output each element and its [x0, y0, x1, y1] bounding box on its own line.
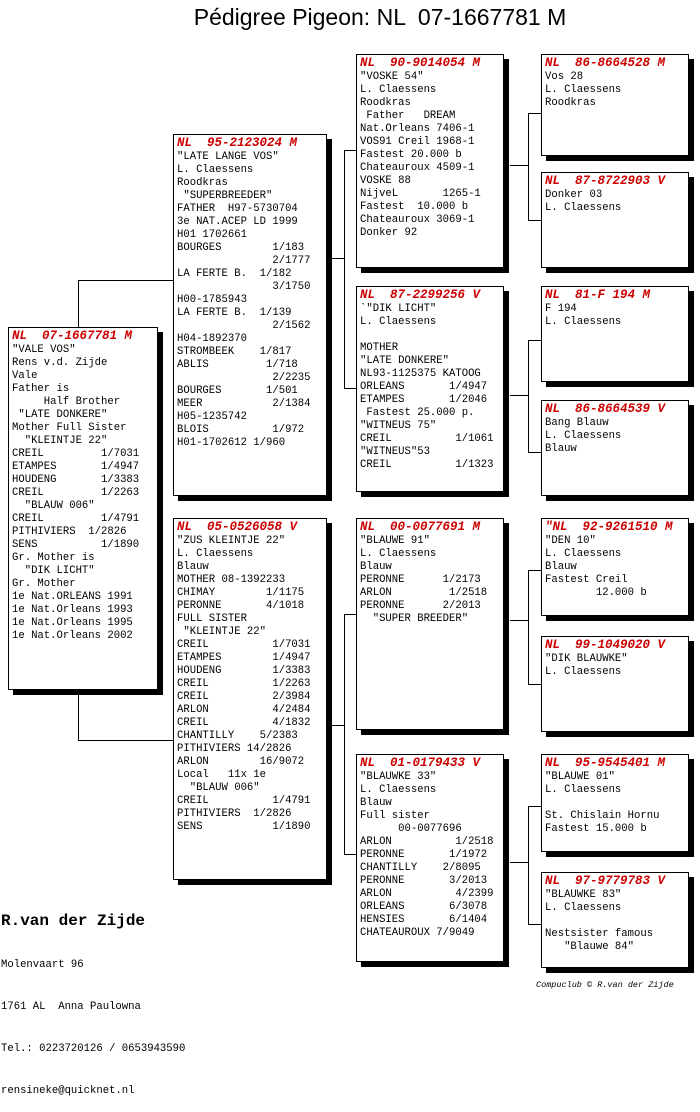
- ring-number: NL 07-1667781 M: [12, 329, 133, 343]
- detail-line: CHATEAUROUX 7/9049: [360, 927, 475, 939]
- detail-line: Bang Blauw: [545, 417, 609, 429]
- detail-line: "Blauwe 84": [545, 941, 635, 953]
- detail-line: F 194: [545, 303, 577, 315]
- breeder-address: Molenvaart 96: [1, 959, 84, 971]
- detail-line: LA FERTE B. 1/139: [177, 307, 292, 319]
- connector-line: [528, 340, 541, 341]
- detail-line: "KLEINTJE 22": [177, 626, 267, 638]
- detail-line: "LATE DONKERE": [360, 355, 450, 367]
- detail-line: "VALE VOS": [12, 344, 76, 356]
- detail-line: ORLEANS 1/4947: [360, 381, 488, 393]
- detail-line: Vos 28: [545, 71, 584, 83]
- breeder-phone: Tel.: 0223720126 / 0653943590: [1, 1043, 186, 1055]
- detail-line: 1e Nat.Orleans 2002: [12, 630, 133, 642]
- detail-line: Blauw: [177, 561, 209, 573]
- detail-line: "BLAUWE 01": [545, 771, 615, 783]
- detail-line: Local 11x 1e: [177, 769, 267, 781]
- ring-number: NL 99-1049020 V: [545, 638, 666, 652]
- detail-line: ETAMPES 1/2046: [360, 394, 488, 406]
- ring-number: NL 86-8664539 V: [545, 402, 666, 416]
- pigeon-card-subject[interactable]: [8, 327, 158, 690]
- pigeon-card-fff[interactable]: [541, 54, 689, 156]
- ring-number: NL 87-2299256 V: [360, 288, 481, 302]
- pigeon-details: [357, 771, 503, 940]
- detail-line: L. Claessens: [545, 84, 622, 96]
- detail-line: CREIL 1/1061: [360, 433, 494, 445]
- detail-line: L. Claessens: [360, 84, 437, 96]
- connector-line: [344, 388, 356, 389]
- connector-line: [510, 395, 528, 396]
- pigeon-details: [542, 303, 688, 329]
- detail-line: Chateauroux 3069-1: [360, 214, 475, 226]
- pigeon-details: [542, 771, 688, 836]
- detail-line: "ZUS KLEINTJE 22": [177, 535, 286, 547]
- detail-line: 3/1750: [177, 281, 311, 293]
- detail-line: NL93-1125375 KATOOG: [360, 368, 481, 380]
- breeder-city: 1761 AL Anna Paulowna: [1, 1001, 141, 1013]
- detail-line: CREIL 1/1323: [360, 459, 494, 471]
- detail-line: CREIL 4/1832: [177, 717, 311, 729]
- detail-line: CHANTILLY 5/2383: [177, 730, 298, 742]
- detail-line: [545, 797, 685, 810]
- connector-line: [78, 280, 79, 327]
- detail-line: H01 1702661: [177, 229, 247, 241]
- ring-number: NL 81-F 194 M: [545, 288, 651, 302]
- detail-line: Rens v.d. Zijde: [12, 357, 108, 369]
- pigeon-details: [357, 303, 503, 472]
- detail-line: CREIL 1/4791: [177, 795, 311, 807]
- detail-line: Father DREAM: [360, 110, 456, 122]
- detail-line: 00-0077696: [360, 823, 462, 835]
- detail-line: Chateauroux 4509-1: [360, 162, 475, 174]
- breeder-email[interactable]: rensineke@quicknet.nl: [1, 1085, 135, 1097]
- credit-text: Compuclub © R.van der Zijde: [536, 980, 674, 990]
- detail-line: PERONNE 2/2013: [360, 600, 481, 612]
- detail-line: HENSIES 6/1404: [360, 914, 488, 926]
- detail-line: Fastest 15.000 b: [545, 823, 647, 835]
- pigeon-card-mother[interactable]: [173, 518, 327, 880]
- ring-number: NL 95-2123024 M: [177, 136, 298, 150]
- detail-line: "BLAUW 006": [12, 500, 95, 512]
- detail-line: "BLAUW 006": [177, 782, 260, 794]
- detail-line: St. Chislain Hornu: [545, 810, 660, 822]
- pigeon-card-mother-mother[interactable]: [356, 754, 504, 962]
- detail-line: "BLAUWKE 83": [545, 889, 622, 901]
- detail-line: Vale: [12, 370, 38, 382]
- detail-line: CHANTILLY 2/8095: [360, 862, 481, 874]
- detail-line: ARLON 16/9072: [177, 756, 305, 768]
- detail-line: L. Claessens: [545, 666, 622, 678]
- connector-line: [344, 150, 356, 151]
- detail-line: ARLON 1/2518: [360, 836, 494, 848]
- detail-line: 3e NAT.ACEP LD 1999: [177, 216, 298, 228]
- detail-line: L. Claessens: [545, 902, 622, 914]
- connector-line: [528, 452, 541, 453]
- detail-line: CREIL 1/7031: [12, 448, 140, 460]
- detail-line: Father is: [12, 383, 70, 395]
- pigeon-card-mmf[interactable]: [541, 754, 689, 852]
- ring-number: NL 01-0179433 V: [360, 756, 481, 770]
- pigeon-details: [357, 535, 503, 626]
- detail-line: `"DIK LICHT": [360, 303, 437, 315]
- ring-number: NL 97-9779783 V: [545, 874, 666, 888]
- pigeon-details: [542, 417, 688, 456]
- detail-line: PITHIVIERS 14/2826: [177, 743, 292, 755]
- connector-line: [528, 340, 529, 452]
- breeder-name: R.van der Zijde: [1, 912, 146, 930]
- connector-line: [528, 684, 541, 685]
- detail-line: STROMBEEK 1/817: [177, 346, 292, 358]
- detail-line: 2/1777: [177, 255, 311, 267]
- detail-line: CREIL 2/3984: [177, 691, 311, 703]
- detail-line: 2/2235: [177, 372, 311, 384]
- detail-line: CREIL 1/7031: [177, 639, 311, 651]
- detail-line: CREIL 1/4791: [12, 513, 140, 525]
- detail-line: Gr. Mother: [12, 578, 76, 590]
- detail-line: Blauw: [360, 797, 392, 809]
- pigeon-card-fmm[interactable]: [541, 400, 689, 496]
- detail-line: FULL SISTER: [177, 613, 247, 625]
- detail-line: "WITNEUS"53: [360, 446, 430, 458]
- detail-line: "DIK LICHT": [12, 565, 95, 577]
- detail-line: PITHIVIERS 1/2826: [177, 808, 292, 820]
- connector-line: [528, 924, 541, 925]
- connector-line: [78, 688, 79, 740]
- connector-line: [344, 614, 356, 615]
- pigeon-card-mother-father[interactable]: [356, 518, 504, 730]
- pigeon-card-father[interactable]: [173, 134, 327, 496]
- pigeon-details: [174, 535, 326, 834]
- detail-line: Nat.Orleans 7406-1: [360, 123, 475, 135]
- detail-line: Gr. Mother is: [12, 552, 95, 564]
- detail-line: L. Claessens: [545, 784, 622, 796]
- detail-line: HOUDENG 1/3383: [12, 474, 140, 486]
- detail-line: Fastest 10.000 b: [360, 201, 469, 213]
- detail-line: ABLIS 1/718: [177, 359, 298, 371]
- ring-number: NL 95-9545401 M: [545, 756, 666, 770]
- detail-line: BOURGES 1/501: [177, 385, 298, 397]
- detail-line: "SUPERBREEDER": [177, 190, 273, 202]
- detail-line: PERONNE 4/1018: [177, 600, 305, 612]
- ring-number: "NL 92-9261510 M: [545, 520, 673, 534]
- detail-line: Half Brother: [12, 396, 121, 408]
- connector-line: [528, 220, 541, 221]
- detail-line: H00-1785943: [177, 294, 247, 306]
- ring-number: NL 87-8722903 V: [545, 174, 666, 188]
- connector-line: [510, 862, 528, 863]
- detail-line: SENS 1/1890: [177, 821, 311, 833]
- detail-line: 2/1562: [177, 320, 311, 332]
- pigeon-details: [542, 889, 688, 954]
- pigeon-card-fmf[interactable]: [541, 286, 689, 382]
- pigeon-card-mff[interactable]: [541, 518, 689, 616]
- detail-line: "KLEINTJE 22": [12, 435, 108, 447]
- pigeon-details: [542, 535, 688, 600]
- connector-line: [328, 258, 344, 259]
- detail-line: LA FERTE B. 1/182: [177, 268, 292, 280]
- detail-line: HOUDENG 1/3383: [177, 665, 311, 677]
- detail-line: PERONNE 3/2013: [360, 875, 488, 887]
- detail-line: 1e Nat.Orleans 1995: [12, 617, 133, 629]
- pigeon-details: [542, 71, 688, 110]
- pigeon-details: [174, 151, 326, 450]
- detail-line: ARLON 4/2484: [177, 704, 311, 716]
- detail-line: MOTHER: [360, 342, 399, 354]
- detail-line: Nestsister famous: [545, 928, 654, 940]
- connector-line: [528, 570, 541, 571]
- connector-line: [344, 854, 356, 855]
- detail-line: "SUPER BREEDER": [360, 613, 469, 625]
- detail-line: L. Claessens: [360, 316, 437, 328]
- detail-line: "LATE DONKERE": [12, 409, 108, 421]
- detail-line: CHIMAY 1/1175: [177, 587, 305, 599]
- ring-number: NL 86-8664528 M: [545, 56, 666, 70]
- connector-line: [510, 620, 528, 621]
- detail-line: Mother Full Sister: [12, 422, 127, 434]
- detail-line: FATHER H97-5730704: [177, 203, 298, 215]
- detail-line: "WITNEUS 75": [360, 420, 437, 432]
- breeder-info: [1, 884, 185, 1112]
- pigeon-details: [542, 653, 688, 679]
- connector-line: [78, 280, 174, 281]
- detail-line: Full sister: [360, 810, 430, 822]
- connector-line: [510, 165, 528, 166]
- detail-line: Donker 03: [545, 189, 603, 201]
- detail-line: MOTHER 08-1392233: [177, 574, 286, 586]
- detail-line: [545, 915, 685, 928]
- detail-line: PERONNE 1/1972: [360, 849, 488, 861]
- pigeon-details: [542, 189, 688, 215]
- detail-line: Fastest Creil: [545, 574, 628, 586]
- detail-line: Blauw: [545, 443, 577, 455]
- detail-line: CREIL 1/2263: [177, 678, 311, 690]
- connector-line: [344, 150, 345, 388]
- detail-line: ETAMPES 1/4947: [177, 652, 311, 664]
- detail-line: BOURGES 1/183: [177, 242, 305, 254]
- detail-line: [360, 329, 500, 342]
- detail-line: L. Claessens: [545, 316, 622, 328]
- detail-line: ARLON 1/2518: [360, 587, 488, 599]
- detail-line: SENS 1/1890: [12, 539, 140, 551]
- detail-line: L. Claessens: [177, 164, 254, 176]
- connector-line: [528, 806, 529, 924]
- page-title: Pédigree Pigeon: NL 07-1667781 M: [193, 4, 567, 30]
- detail-line: VOSKE 88: [360, 175, 411, 187]
- detail-line: Blauw: [545, 561, 577, 573]
- detail-line: "BLAUWE 91": [360, 535, 430, 547]
- pigeon-card-ffm[interactable]: [541, 172, 689, 268]
- detail-line: PITHIVIERS 1/2826: [12, 526, 127, 538]
- connector-line: [528, 570, 529, 684]
- ring-number: NL 05-0526058 V: [177, 520, 298, 534]
- detail-line: Roodkras: [177, 177, 228, 189]
- detail-line: ARLON 4/2399: [360, 888, 494, 900]
- connector-line: [528, 113, 529, 220]
- detail-line: 12.000 b: [545, 587, 647, 599]
- connector-line: [528, 113, 541, 114]
- detail-line: ETAMPES 1/4947: [12, 461, 140, 473]
- pigeon-details: [9, 344, 157, 643]
- detail-line: L. Claessens: [545, 202, 622, 214]
- ring-number: NL 90-9014054 M: [360, 56, 481, 70]
- connector-line: [328, 725, 344, 726]
- detail-line: Fastest 20.000 b: [360, 149, 462, 161]
- detail-line: Roodkras: [545, 97, 596, 109]
- detail-line: L. Claessens: [360, 784, 437, 796]
- pigeon-card-mfm[interactable]: [541, 636, 689, 732]
- detail-line: ORLEANS 6/3078: [360, 901, 488, 913]
- detail-line: L. Claessens: [360, 548, 437, 560]
- pigeon-card-mmm[interactable]: [541, 872, 689, 968]
- pigeon-card-father-mother[interactable]: [356, 286, 504, 492]
- detail-line: L. Claessens: [177, 548, 254, 560]
- detail-line: Fastest 25.000 p.: [360, 407, 475, 419]
- ring-number: NL 00-0077691 M: [360, 520, 481, 534]
- detail-line: BLOIS 1/972: [177, 424, 305, 436]
- detail-line: NijveL 1265-1: [360, 188, 481, 200]
- detail-line: L. Claessens: [545, 548, 622, 560]
- detail-line: "DEN 10": [545, 535, 596, 547]
- detail-line: L. Claessens: [545, 430, 622, 442]
- detail-line: CREIL 1/2263: [12, 487, 140, 499]
- connector-line: [78, 740, 174, 741]
- detail-line: Donker 92: [360, 227, 418, 239]
- detail-line: Blauw: [360, 561, 392, 573]
- detail-line: Roodkras: [360, 97, 411, 109]
- detail-line: "DIK BLAUWKE": [545, 653, 628, 665]
- detail-line: PERONNE 1/2173: [360, 574, 481, 586]
- detail-line: H01-1702612 1/960: [177, 437, 286, 449]
- detail-line: 1e Nat.Orleans 1993: [12, 604, 133, 616]
- detail-line: H05-1235742: [177, 411, 247, 423]
- pigeon-card-father-father[interactable]: [356, 54, 504, 268]
- detail-line: MEER 2/1384: [177, 398, 311, 410]
- detail-line: "LATE LANGE VOS": [177, 151, 279, 163]
- detail-line: H04-1892370: [177, 333, 247, 345]
- detail-line: VOS91 Creil 1968-1: [360, 136, 475, 148]
- detail-line: 1e Nat.ORLEANS 1991: [12, 591, 133, 603]
- connector-line: [528, 806, 541, 807]
- pigeon-details: [357, 71, 503, 240]
- detail-line: "VOSKE 54": [360, 71, 424, 83]
- connector-line: [344, 614, 345, 854]
- detail-line: "BLAUWKE 33": [360, 771, 437, 783]
